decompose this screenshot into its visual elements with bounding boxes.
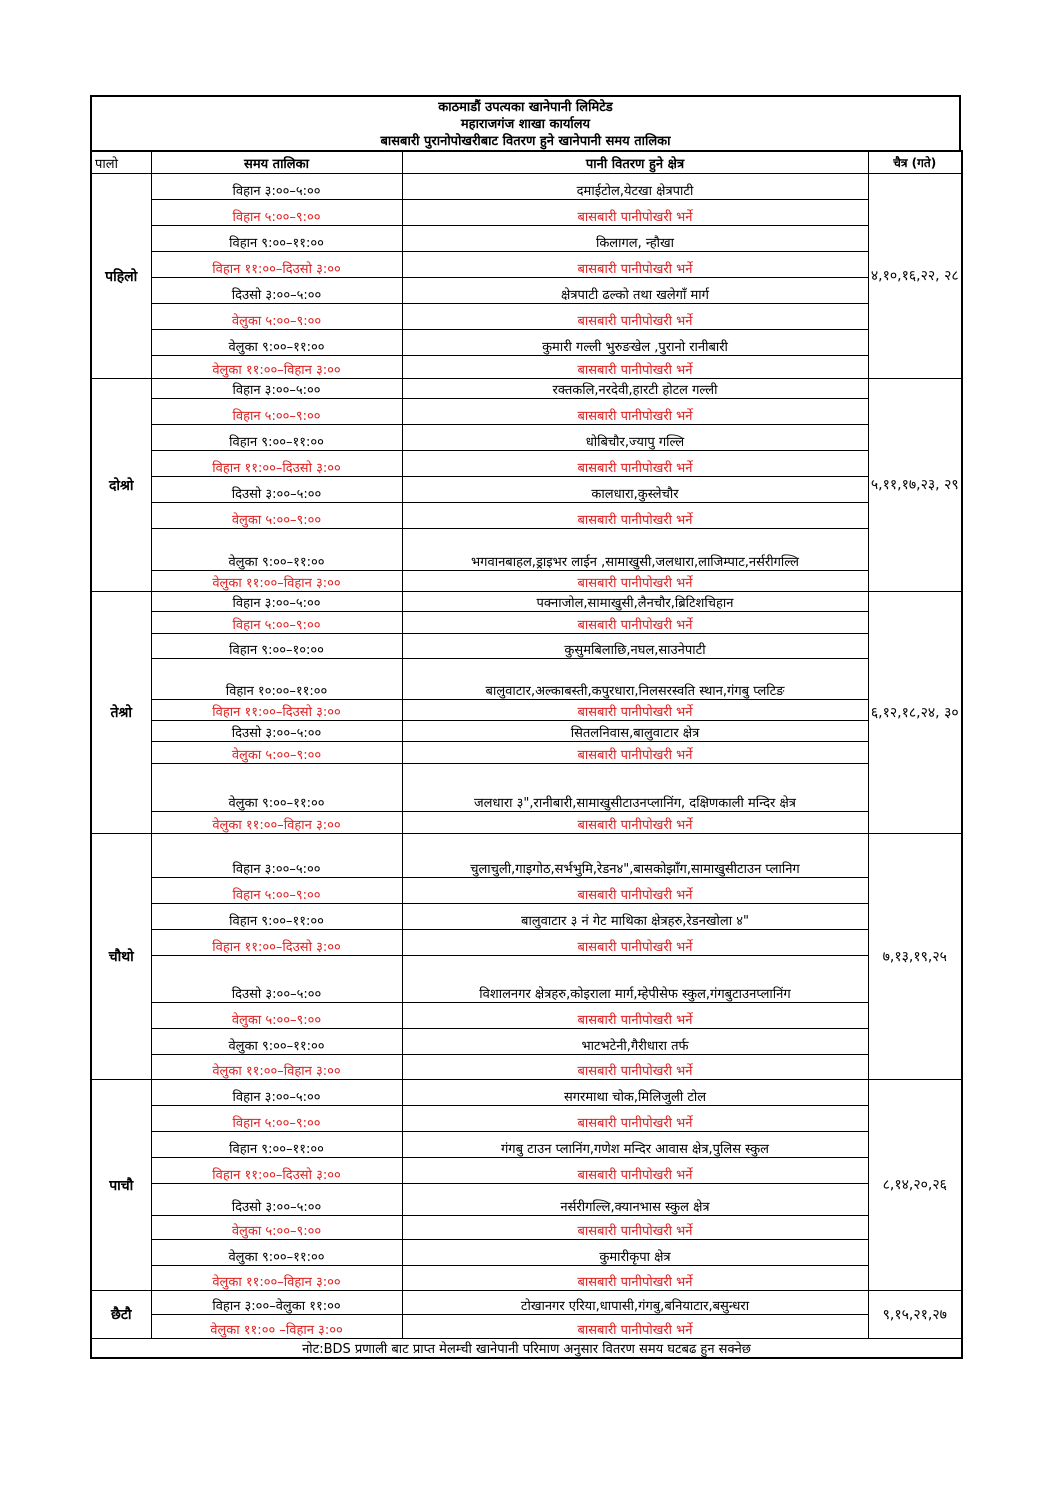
group-dates: ८,१४,२०,२६: [868, 1080, 962, 1291]
time-slot: विहान १०:००–११:००: [151, 659, 402, 700]
distribution-area: बासबारी पानीपोखरी भर्ने: [402, 1216, 868, 1240]
time-slot: विहान ११:००–दिउसो ३:००: [151, 700, 402, 721]
time-slot: विहान ५:००–९:००: [151, 200, 402, 226]
distribution-area: बालुवाटार,अल्काबस्ती,कपुरधारा,निलसरस्वति स्थान,गंगबु प्लटिङ: [402, 659, 868, 700]
schedule-body: [91, 174, 962, 1339]
distribution-area: कालधारा,कुस्लेचौर: [402, 477, 868, 503]
table-row: [91, 878, 962, 904]
schedule-table: [90, 150, 963, 1359]
distribution-area: बासबारी पानीपोखरी भर्ने: [402, 1266, 868, 1291]
distribution-area: बासबारी पानीपोखरी भर्ने: [402, 1315, 868, 1339]
office-title: महाराजगंज शाखा कार्यालय: [460, 117, 591, 132]
distribution-area: क्षेत्रपाटी ढल्को तथा खलेगाँ मार्ग: [402, 278, 868, 304]
distribution-area: बासबारी पानीपोखरी भर्ने: [402, 451, 868, 477]
time-slot: वेलुका ९:००–११:००: [151, 330, 402, 356]
group-name: चौथो: [91, 834, 151, 1080]
distribution-area: किलागल, न्हौखा: [402, 226, 868, 252]
distribution-area: जलधारा ३",रानीबारी,सामाखुसीटाउनप्लानिंग, दक्षिणकाली मन्दिर क्षेत्र: [402, 764, 868, 812]
table-row: [91, 834, 962, 878]
table-row: [91, 930, 962, 956]
table-row: [91, 304, 962, 330]
org-title: काठमाडौं उपत्यका खानेपानी लिमिटेड: [438, 100, 613, 115]
distribution-area: सगरमाथा चोक,मिलिजुली टोल: [402, 1080, 868, 1106]
table-row: [91, 174, 962, 200]
table-row: [91, 904, 962, 930]
time-slot: विहान ५:००–९:००: [151, 399, 402, 425]
table-row: [91, 1158, 962, 1184]
schedule-sheet: [90, 95, 961, 1359]
distribution-area: बासबारी पानीपोखरी भर्ने: [402, 700, 868, 721]
group-dates: ९,१५,२१,२७: [868, 1291, 962, 1339]
time-slot: विहान ९:००–१०:००: [151, 634, 402, 659]
table-row: [91, 330, 962, 356]
schedule-title: बासबारी पुरानोपोखरीबाट वितरण हुने खानेपानी समय तालिका: [380, 134, 671, 149]
col-header-time: समय तालिका: [151, 151, 402, 174]
table-row: [91, 612, 962, 634]
table-row: [91, 1080, 962, 1106]
time-slot: विहान ३:००–५:००: [151, 379, 402, 399]
distribution-area: बासबारी पानीपोखरी भर्ने: [402, 399, 868, 425]
table-row: [91, 200, 962, 226]
distribution-area: बासबारी पानीपोखरी भर्ने: [402, 1106, 868, 1132]
table-row: [91, 1240, 962, 1266]
table-row: [91, 1184, 962, 1216]
col-header-area: पानी वितरण हुने क्षेत्र: [402, 151, 868, 174]
time-slot: विहान ५:००–९:००: [151, 1106, 402, 1132]
table-row: [91, 1132, 962, 1158]
distribution-area: बासबारी पानीपोखरी भर्ने: [402, 503, 868, 529]
time-slot: विहान ११:००–दिउसो ३:००: [151, 451, 402, 477]
group-dates: ५,११,१७,२३, २९: [868, 379, 962, 592]
time-slot: विहान ९:००–११:००: [151, 425, 402, 451]
time-slot: वेलुका ११:००–विहान ३:००: [151, 571, 402, 592]
table-row: [91, 477, 962, 503]
distribution-area: रक्तकलि,नरदेवी,हारटी होटल गल्ली: [402, 379, 868, 399]
time-slot: वेलुका ११:००–विहान ३:००: [151, 812, 402, 834]
table-row: [91, 634, 962, 659]
distribution-area: नर्सरीगल्लि,क्यानभास स्कुल क्षेत्र: [402, 1184, 868, 1216]
table-row: [91, 529, 962, 571]
time-slot: विहान ३:००–वेलुका ११:००: [151, 1291, 402, 1315]
time-slot: विहान ३:००–५:००: [151, 834, 402, 878]
table-row: [91, 425, 962, 451]
time-slot: विहान ९:००–११:००: [151, 226, 402, 252]
table-row: [91, 278, 962, 304]
table-row: [91, 399, 962, 425]
time-slot: विहान ५:००–९:००: [151, 878, 402, 904]
table-row: [91, 1266, 962, 1291]
time-slot: वेलुका ११:०० –विहान ३:००: [151, 1315, 402, 1339]
time-slot: वेलुका ५:००–९:००: [151, 503, 402, 529]
distribution-area: चुलाचुली,गाइगोठ,सर्भभुमि,रेडन४",बासकोझाँग,सामाखुसीटाउन प्लानिग: [402, 834, 868, 878]
table-row: [91, 1055, 962, 1080]
table-row: [91, 451, 962, 477]
table-row: [91, 1216, 962, 1240]
group-name: पहिलो: [91, 174, 151, 379]
distribution-area: बासबारी पानीपोखरी भर्ने: [402, 742, 868, 764]
table-row: [91, 764, 962, 812]
time-slot: विहान ३:००–५:००: [151, 1080, 402, 1106]
time-slot: वेलुका ९:००–११:००: [151, 1029, 402, 1055]
distribution-area: बासबारी पानीपोखरी भर्ने: [402, 571, 868, 592]
table-row: [91, 226, 962, 252]
group-name: पाचौ: [91, 1080, 151, 1291]
distribution-area: बासबारी पानीपोखरी भर्ने: [402, 1055, 868, 1080]
distribution-area: बासबारी पानीपोखरी भर्ने: [402, 1158, 868, 1184]
distribution-area: भगवानबाहल,ड्राइभर लाईन ,सामाखुसी,जलधारा,लाजिम्पाट,नर्सरीगल्लि: [402, 529, 868, 571]
time-slot: विहान ९:००–११:००: [151, 1132, 402, 1158]
distribution-area: बासबारी पानीपोखरी भर्ने: [402, 200, 868, 226]
col-header-palo: पालो: [91, 151, 151, 174]
time-slot: विहान ९:००–११:००: [151, 904, 402, 930]
distribution-area: बासबारी पानीपोखरी भर्ने: [402, 930, 868, 956]
time-slot: वेलुका ९:००–११:००: [151, 529, 402, 571]
distribution-area: दमाईटोल,येटखा क्षेत्रपाटी: [402, 174, 868, 200]
distribution-area: धोबिचौर,ज्यापु गल्लि: [402, 425, 868, 451]
time-slot: वेलुका ५:००–९:००: [151, 1216, 402, 1240]
distribution-area: बासबारी पानीपोखरी भर्ने: [402, 252, 868, 278]
time-slot: वेलुका ११:००–विहान ३:००: [151, 1266, 402, 1291]
distribution-area: पक्नाजोल,सामाखुसी,लैनचौर,ब्रिटिशचिहान: [402, 592, 868, 612]
time-slot: दिउसो ३:००–५:००: [151, 956, 402, 1003]
group-name: तेश्रो: [91, 592, 151, 834]
time-slot: दिउसो ३:००–५:००: [151, 477, 402, 503]
table-row: [91, 1315, 962, 1339]
time-slot: वेलुका ९:००–११:००: [151, 1240, 402, 1266]
time-slot: दिउसो ३:००–५:००: [151, 278, 402, 304]
time-slot: विहान ११:००–दिउसो ३:००: [151, 252, 402, 278]
time-slot: विहान ३:००–५:००: [151, 174, 402, 200]
group-name: दोश्रो: [91, 379, 151, 592]
table-row: [91, 659, 962, 700]
distribution-area: बासबारी पानीपोखरी भर्ने: [402, 812, 868, 834]
note-row: [91, 1339, 962, 1359]
distribution-area: बासबारी पानीपोखरी भर्ने: [402, 304, 868, 330]
table-row: [91, 742, 962, 764]
distribution-area: बालुवाटार ३ नं गेट माथिका क्षेत्रहरु,रेडनखोला ४": [402, 904, 868, 930]
time-slot: वेलुका ५:००–९:००: [151, 742, 402, 764]
note-text: नोट:BDS प्रणाली बाट प्राप्त मेलम्ची खानेपानी परिमाण अनुसार वितरण समय घटबढ हुन सक्नेछ: [91, 1339, 962, 1359]
group-dates: ४,१०,१६,२२, २८: [868, 174, 962, 379]
time-slot: विहान ३:००–५:००: [151, 592, 402, 612]
distribution-area: गंगबु टाउन प्लानिंग,गणेश मन्दिर आवास क्षेत्र,पुलिस स्कुल: [402, 1132, 868, 1158]
distribution-area: टोखानगर एरिया,धापासी,गंगबु,बनियाटार,बसुन्धरा: [402, 1291, 868, 1315]
time-slot: विहान ११:००–दिउसो ३:००: [151, 1158, 402, 1184]
distribution-area: सितलनिवास,बालुवाटार क्षेत्र: [402, 721, 868, 742]
table-row: [91, 1003, 962, 1029]
distribution-area: कुमारी गल्ली भुरुङखेल ,पुरानो रानीबारी: [402, 330, 868, 356]
time-slot: वेलुका ५:००–९:००: [151, 1003, 402, 1029]
table-row: [91, 812, 962, 834]
table-row: [91, 1106, 962, 1132]
distribution-area: बासबारी पानीपोखरी भर्ने: [402, 612, 868, 634]
time-slot: दिउसो ३:००–५:००: [151, 721, 402, 742]
distribution-area: विशालनगर क्षेत्रहरु,कोइराला मार्ग,म्हेपीसेफ स्कुल,गंगबुटाउनप्लानिंग: [402, 956, 868, 1003]
table-row: [91, 721, 962, 742]
time-slot: विहान ५:००–९:००: [151, 612, 402, 634]
table-row: [91, 503, 962, 529]
table-header-row: [91, 151, 962, 174]
col-header-dates: चैत्र (गते): [868, 151, 962, 174]
table-row: [91, 956, 962, 1003]
table-row: [91, 700, 962, 721]
distribution-area: बासबारी पानीपोखरी भर्ने: [402, 1003, 868, 1029]
time-slot: विहान ११:००–दिउसो ३:००: [151, 930, 402, 956]
distribution-area: कुमारीकृपा क्षेत्र: [402, 1240, 868, 1266]
group-dates: ६,१२,१८,२४, ३०: [868, 592, 962, 834]
time-slot: वेलुका ११:००–विहान ३:००: [151, 356, 402, 379]
table-row: [91, 252, 962, 278]
group-name: छैटौ: [91, 1291, 151, 1339]
table-row: [91, 379, 962, 399]
time-slot: दिउसो ३:००–५:००: [151, 1184, 402, 1216]
distribution-area: कुसुमबिलाछि,नघल,साउनेपाटी: [402, 634, 868, 659]
document-header: [90, 95, 961, 150]
time-slot: वेलुका ११:००–विहान ३:००: [151, 1055, 402, 1080]
table-row: [91, 571, 962, 592]
group-dates: ७,१३,१९,२५: [868, 834, 962, 1080]
table-row: [91, 592, 962, 612]
distribution-area: बासबारी पानीपोखरी भर्ने: [402, 878, 868, 904]
table-row: [91, 1291, 962, 1315]
distribution-area: भाटभटेनी,गैरीधारा तर्फ: [402, 1029, 868, 1055]
table-row: [91, 1029, 962, 1055]
table-row: [91, 356, 962, 379]
distribution-area: बासबारी पानीपोखरी भर्ने: [402, 356, 868, 379]
time-slot: वेलुका ९:००–११:००: [151, 764, 402, 812]
time-slot: वेलुका ५:००–९:००: [151, 304, 402, 330]
